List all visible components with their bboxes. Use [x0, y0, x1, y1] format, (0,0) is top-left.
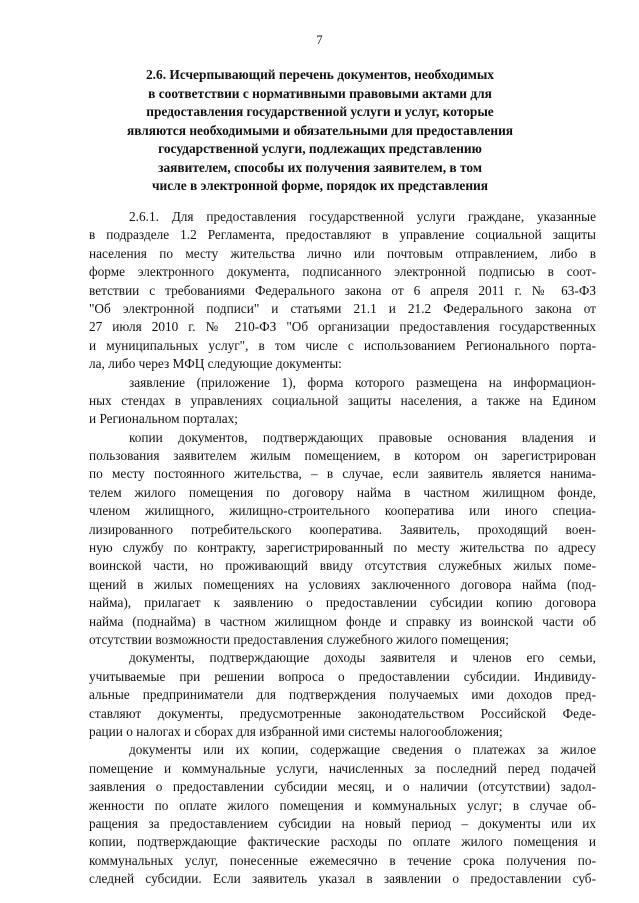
body-line: 27 июля 2010 г. № 210-ФЗ "Об организации предоставления государственных	[89, 319, 596, 335]
body-line: коммунальных услуг, понесенные ежемесячно в течение срока получения по-	[89, 852, 596, 868]
body-line: заявления о предоставлении субсидии месяц, и о наличии (отсутствии) задол-	[89, 779, 596, 795]
body-line: пользования заявителем жилым помещением, в котором он зарегистрирован	[89, 448, 596, 464]
body-line: в подразделе 1.2 Регламента, предоставляют в управление социальной защиты	[89, 227, 596, 243]
heading-line: в соответствии с нормативными правовыми актами для	[148, 85, 492, 101]
body-line: ставляют документы, предусмотренные законодательством Российской Феде-	[89, 705, 596, 721]
body-line: воинской части, но проживающий ввиду отсутствия служебных жилых поме-	[89, 558, 596, 574]
body-line: ную службу по контракту, зарегистрированный по месту жительства по адресу	[89, 540, 596, 556]
body-line: телем жилого помещения по договору найма в частном жилищном фонде,	[89, 484, 596, 500]
body-line: "Об электронной подписи" и статьями 21.1 и 21.2 Федерального закона от	[89, 300, 596, 316]
heading-line: государственной услуги, подлежащих представлению	[158, 141, 482, 156]
body-text	[89, 208, 596, 888]
body-line: копии документов, подтверждающих правовые основания владения и	[129, 429, 596, 445]
body-line: документы, подтверждающие доходы заявителя и членов его семьи,	[129, 650, 596, 666]
body-line: заявление (приложение 1), форма которого размещена на информацион-	[129, 374, 596, 390]
body-line: лизированного потребительского кооператива. Заявитель, проходящий воен-	[89, 521, 596, 537]
body-line: форме электронного документа, подписанного электронной подписью в соот-	[89, 264, 596, 280]
heading-line: являются необходимыми и обязательными для предоставления	[126, 122, 514, 138]
section-heading	[86, 66, 554, 196]
heading-line: предоставления государственной услуги и услуг, которые	[146, 104, 494, 119]
body-line: копии, подтверждающие фактические расходы по оплате жилого помещения и	[89, 834, 596, 850]
body-line: документы или их копии, содержащие сведения о платежах за жилое	[129, 742, 596, 758]
body-line: членом жилищного, жилищно-строительного кооператива или иного специа-	[89, 503, 596, 519]
body-line: рации о налогах и сборах для избранной ими системы налогообложения;	[89, 723, 503, 739]
body-line: по месту постоянного жительства, – в случае, если заявитель является нанима-	[89, 466, 596, 482]
body-line: найма), прилагает к заявлению о предоставлении субсидии копию договора	[89, 595, 596, 611]
heading-line: числе в электронной форме, порядок их представления	[151, 178, 488, 193]
body-line: 2.6.1. Для предоставления государственной услуги граждане, указанные	[129, 209, 596, 224]
body-line: ветствии с требованиями Федерального закона от 6 апреля 2011 г. № 63-ФЗ	[89, 282, 596, 298]
body-line: ных стендах в управлениях социальной защиты населения, а также на Едином	[89, 392, 596, 408]
body-line: ращения за предоставлением субсидии на новый период – документы или их	[89, 815, 596, 831]
body-line: щений в жилых помещениях на условиях заключенного договора найма (под-	[89, 576, 596, 592]
heading-line: заявителем, способы их получения заявителем, в том	[158, 159, 482, 175]
body-line: отсутствии возможности предоставления служебного жилого помещения;	[89, 631, 509, 647]
body-line: женности по оплате жилого помещения и коммунальных услуг; в случае об-	[89, 797, 596, 813]
body-line: альные предприниматели для подтверждения получаемых ими доходов пред-	[89, 687, 596, 703]
body-line: и муниципальных услуг", в том числе с использованием Регионального порта-	[89, 337, 596, 353]
body-line: найма (поднайма) в частном жилищном фонде и справку из воинской части об	[89, 613, 596, 629]
body-line: ла, либо через МФЦ следующие документы:	[89, 356, 342, 372]
heading-line: 2.6. Исчерпывающий перечень документов, необходимых	[145, 67, 494, 82]
body-line: населения по месту жительства лично или почтовым отправлением, либо в	[89, 245, 596, 261]
body-line: учитываемые при решении вопроса о предоставлении субсидии. Индивиду-	[89, 668, 596, 684]
body-line: помещение и коммунальные услуги, начисленных за последний перед подачей	[89, 760, 596, 776]
body-line: следней субсидии. Если заявитель указал в заявлении о предоставлении суб-	[89, 871, 596, 887]
body-line: и Региональном порталах;	[89, 411, 238, 427]
page-number: 7	[316, 33, 323, 47]
